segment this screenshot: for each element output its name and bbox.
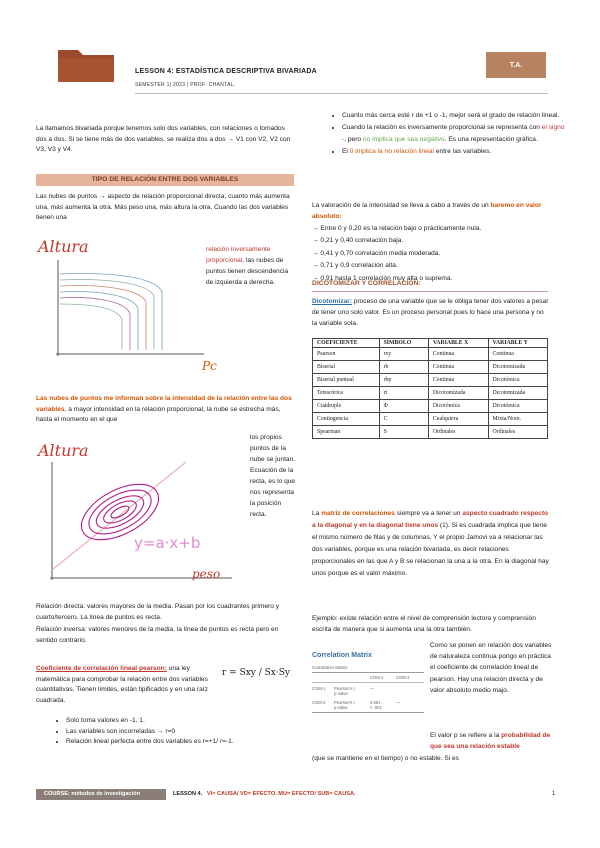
coefficient-table	[312, 338, 548, 439]
dicho-paragraph: Dicotomizar: proceso de una variable que se le obliga tener dos valores a pesar de tener uno solo valor. Es un proceso personal pues lo hace una persona y no la variable sola.	[312, 298, 549, 327]
matrix-title: Correlation Matrix	[312, 652, 372, 659]
example-paragraph: Ejemplo: existe relación entre el nivel de comprensión lectora y comprensión escrita de manera que si aumenta una la otra también.	[312, 615, 536, 633]
matrix-subtitle: Correlation Matrix	[312, 665, 424, 673]
page-number: 1	[552, 791, 556, 797]
chart2-ylabel: Altura	[38, 441, 89, 460]
list-item: • Cuando la relación es inversamente proporcional se representa con el signo -, pero no implica que sea negativo. Es una representación gráfica.	[342, 122, 568, 146]
matrix-row-2: COM-2 Pearson's r p-value 0.581 < .001 —	[312, 700, 424, 713]
intro-paragraph: La llamamos bivariada porque tenemos solo dos variables, con relaciones o tomados dos a dos. Si se tiene más de dos variables, se realiza dos a dos → V1 con V2, V2 con V3, V3 y V4.	[36, 125, 291, 154]
chart1-ylabel: Altura	[38, 237, 89, 256]
list-item: → 0,41 y 0,70 correlación media moderada.	[312, 249, 441, 257]
table-row: Pearson rxy Continua Continua	[313, 348, 548, 361]
inverse-relation-text: relación inversamente proporcional, las nubes de puntos tienen descendencia de izquierda a derecha.	[206, 246, 289, 286]
folder-icon	[56, 44, 116, 84]
list-item: → 0,71 y 0,9 correlación alta.	[312, 262, 398, 270]
column-header: VARIABLE X	[428, 339, 488, 348]
chart2-equation: y=a·x+b	[134, 534, 201, 552]
list-item: • Relación lineal perfecta entre dos variables es r=+1/ r=-1.	[66, 737, 294, 748]
matrix-side-text: Como se ponen en relación dos variables de naturaleza continua pongo en práctica el coeficiente de correlación lineal de pearson. Hay una relación directa y de valor absoluto medio majo.	[430, 642, 552, 694]
table-row: Spearman S Ordinales Ordinales	[313, 426, 548, 439]
table-row: Cuádruple Φ Dicotómica Dicotómica	[313, 400, 548, 413]
scatter-chart-intensity	[36, 432, 252, 592]
header-divider	[135, 93, 548, 94]
scatter-intro: Las nubes de puntos → aspecto de relación proporcional directa, cuanto más aumenta una, más aumenta la otra. Más peso una, más altura la otra. Cuando las dos variables tienen una	[36, 193, 290, 222]
matrix-header: COM-1 COM-2	[312, 675, 424, 683]
matrix-paragraph: La matriz de correlaciones siempre va a tener un aspecto cuadrado respecto a la diagonal y en la diagonal tiene unos (1). Si es cuadrada implica que tiene el mismo número de filas y de columnas, Y el propio Jamovi va a relacionar las dos variables, porque es una relación bivariada, es decir relaciones proporcionales en las que A y B se relacionan la una a la otra. En la diagonal hay unos porque es el valor máximo.	[312, 510, 549, 577]
scatter-chart-inverse	[36, 232, 217, 373]
pvalue-end: (que se mantiene en el tiempo) o no estable. Si es	[312, 755, 459, 762]
list-item: • Las variables son incorreladas → r=0	[66, 727, 294, 738]
right-bullets	[326, 110, 568, 158]
pvalue-lead: El valor p se refiere a la probabilidad de que sea una relación estable	[430, 732, 551, 751]
author-tag: T.A.	[486, 52, 546, 78]
table-row: Contingencia C Cualquiera Mixta/Nom.	[313, 413, 548, 426]
dicho-divider	[312, 291, 548, 292]
semester-line: SEMESTER 1| 2023 | PROF: CHANTAL.	[135, 82, 236, 88]
list-item: • El 0 implica la no relación lineal entre las variables.	[342, 146, 568, 158]
direct-relation-text: Relación directa: valores mayores de la media. Pasan por los cuadrantes primero y cuarto/tercero. La línea de puntos es recta.	[36, 603, 279, 621]
inverse-relation-text-2: Relación inversa: valores menores de la media, la línea de puntos es recta pero en sentido contrario.	[36, 626, 279, 644]
intensity-side-text: los propios puntos de la nube se juntan. Ecuación de la recta, es lo que nos representa la posición recta.	[250, 434, 296, 518]
correlation-matrix	[312, 652, 424, 742]
chart2-xlabel: peso	[192, 567, 221, 581]
column-header: COEFICIENTE	[313, 339, 380, 348]
pearson-bullets	[36, 716, 294, 748]
table-row: Biserial rb Continua Dicotomizada	[313, 361, 548, 374]
table-header-row	[313, 339, 548, 348]
list-item: → Entre 0 y 0,20 es la relación bajo o prácticamente nula.	[312, 225, 482, 232]
scale-list	[312, 223, 560, 285]
footer-course: COURSE: métodos de investigación	[36, 789, 166, 800]
pearson-formula: r = Sxy / Sx·Sy	[222, 668, 290, 678]
table-row: Biserial puntual rbp Continua Dicotómica	[313, 374, 548, 387]
pearson-paragraph: Coeficiente de correlación lineal pearson: una ley matemática para comprobar la relación entre dos variables cuantitativas. Tienen límites, están tipificados y en una raíz cuadrada.	[36, 665, 208, 704]
dicho-heading: DICOTOMIZAR Y CORRELACIÓN:	[312, 280, 421, 287]
list-item: • Solo toma valores en -1, 1.	[66, 716, 294, 727]
list-item: • Cuanto más cerca esté r de +1 o -1, mejor será el grado de relación lineal.	[342, 110, 568, 122]
list-item: → 0,91 hasta 1 correlación muy alta o suprema.	[312, 274, 453, 282]
list-item: → 0,21 y 0,40 correlación baja.	[312, 237, 404, 245]
table-row: Tetracórica rt Dicotomizada Dicotomizada	[313, 387, 548, 400]
section-title: TIPO DE RELACIÓN ENTRE DOS VARIABLES	[36, 174, 294, 186]
scale-intro: La valoración de la intensidad se lleva a cabo a través de un baremo en valor absoluto:	[312, 202, 542, 220]
footer-lesson: LESSON 4. VI= CAUSA/ VD= EFECTO. MU= EFECTO/ SUB= CAUSA.	[173, 791, 356, 797]
lesson-title: LESSON 4: ESTADÍSTICA DESCRIPTIVA BIVARIADA	[135, 68, 317, 75]
chart1-xlabel: Pc	[202, 359, 217, 373]
column-header: SÍMBOLO	[379, 339, 428, 348]
column-header: VARIABLE Y	[488, 339, 547, 348]
intensity-paragraph: Las nubes de puntos me informan sobre la intensidad de la relación entre las dos variables, a mayor intensidad en la relación proporcional, la nube se estrecha más, hasta el momento en el que	[36, 395, 292, 424]
matrix-row-1: COM-1 Pearson's r p-value —	[312, 686, 375, 696]
